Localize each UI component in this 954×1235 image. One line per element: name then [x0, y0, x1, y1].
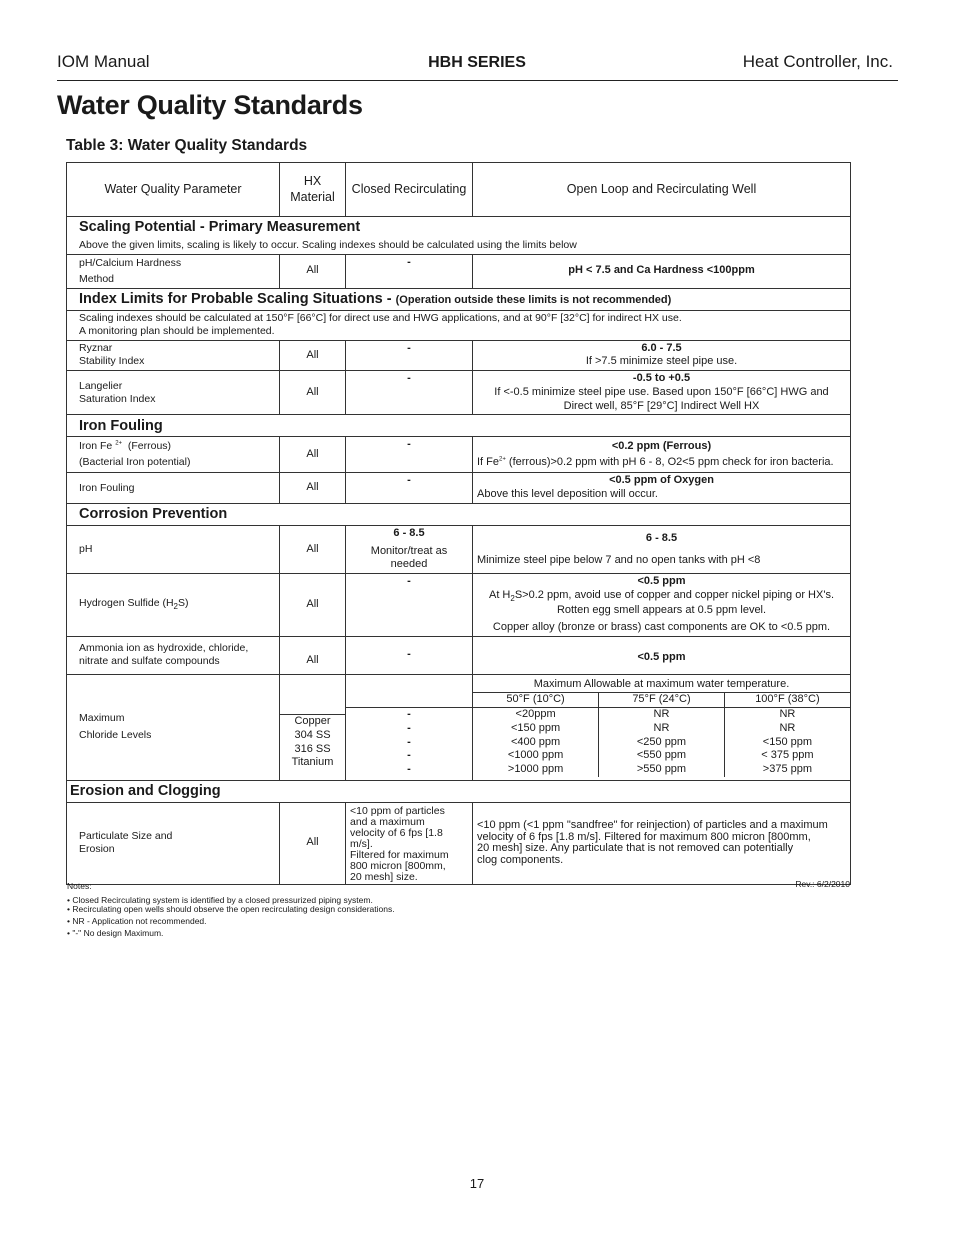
list-item: 304 SS	[294, 728, 331, 741]
index-note	[67, 310, 851, 340]
table-cell: <1000 ppm	[507, 749, 564, 762]
open-text	[477, 589, 846, 604]
fe-label-b: (Ferrous)	[127, 440, 172, 453]
chloride-closed-list	[346, 677, 472, 777]
section-title-note: (Operation outside these limits is not recommended)	[395, 294, 672, 307]
closed-cell	[346, 674, 473, 780]
table-cell: <400 ppm	[510, 735, 561, 748]
temp-header: 100°F (38°C)	[724, 693, 850, 708]
closed-line: and a maximum	[350, 815, 425, 828]
list-item: Copper	[294, 715, 331, 728]
table-cell: <250 ppm	[599, 736, 725, 750]
table-cell: <20ppm	[515, 708, 556, 721]
param-cell	[67, 802, 280, 884]
scaling-note: Above the given limits, scaling is likely to occur. Scaling indexes should be calculated using the limits below	[67, 237, 851, 254]
closed-cell: -	[346, 636, 473, 674]
open-text: Direct well, 85°F [29°C] Indirect Well HX	[563, 399, 760, 412]
table-row	[67, 802, 851, 884]
hx-cell: All	[280, 525, 346, 573]
chloride-material-list	[280, 684, 345, 770]
fe-open-superscript: 2+	[499, 456, 506, 463]
table-row	[67, 254, 851, 288]
open-line: velocity of 6 fps [1.8 m/s]. Filtered for maximum 800 micron [800mm,	[477, 830, 811, 843]
table-row	[473, 722, 850, 736]
hx-cell: All	[280, 437, 346, 473]
list-item: 316 SS	[294, 742, 331, 755]
table-cell: NR	[599, 708, 725, 722]
open-cell: <0.5 ppm	[473, 636, 851, 674]
closed-line: 20 mesh] size.	[350, 870, 418, 883]
param-cell	[67, 636, 280, 674]
notes	[67, 881, 395, 939]
table-row	[473, 736, 850, 750]
h2s-subscript: 2	[173, 602, 178, 612]
section-note-row	[67, 310, 851, 340]
table-cell: <150 ppm	[510, 721, 561, 734]
h2s-a: Hydrogen Sulfide (H	[79, 597, 174, 610]
temp-header: 50°F (10°C)	[473, 693, 599, 708]
page-number: 17	[469, 1176, 485, 1191]
closed-line: Filtered for maximum	[350, 848, 449, 861]
section-iron-fouling: Iron Fouling	[67, 415, 851, 437]
note-line: Scaling indexes should be calculated at 150°F [66°C] for direct use and HWG applications, and at 90°F [32°C] for indirect HX use.	[79, 312, 682, 324]
open-cell	[473, 473, 851, 504]
param-line	[71, 597, 275, 612]
list-item: -	[407, 749, 411, 762]
open-bold: <0.5 ppm of Oxygen	[609, 474, 714, 487]
header-company: Heat Controller, Inc.	[742, 52, 893, 71]
list-item: Titanium	[291, 756, 334, 769]
open-cell	[473, 340, 851, 371]
open-text: Minimize steel pipe below 7 and no open tanks with pH <8	[477, 553, 761, 566]
table-cell: >1000 ppm	[507, 763, 564, 776]
note-line: A monitoring plan should be implemented.	[79, 325, 275, 338]
table-header-row	[67, 163, 851, 217]
param-cell	[67, 254, 280, 288]
section-corrosion: Corrosion Prevention	[67, 503, 851, 525]
table-row	[67, 574, 851, 636]
temp-header: 75°F (24°C)	[599, 693, 725, 708]
param-line: Ammonia ion as hydroxide, chloride,	[79, 641, 249, 654]
open-cell	[473, 437, 851, 473]
open-cell	[473, 802, 851, 884]
open-text	[477, 456, 846, 470]
table-row	[67, 636, 851, 674]
closed-cell: -	[346, 254, 473, 288]
param-line: Langelier	[79, 379, 123, 392]
notes-title: Notes:	[67, 881, 92, 891]
param-line: Chloride Levels	[79, 728, 152, 741]
hx-cell: All	[280, 254, 346, 288]
header-left: IOM Manual	[57, 52, 150, 71]
param-line: Particulate Size and	[79, 829, 173, 842]
table-cell: >550 ppm	[599, 763, 725, 777]
table-caption: Table 3: Water Quality Standards	[66, 137, 308, 154]
note-item: • NR - Application not recommended.	[67, 916, 207, 926]
table-row	[67, 674, 851, 780]
col-header-hx: HX Material	[280, 163, 346, 217]
open-line: clog components.	[477, 853, 564, 866]
col-header-parameter: Water Quality Parameter	[67, 163, 280, 217]
h2s-open-a: At H	[488, 588, 511, 601]
open-bold: <0.5 ppm	[637, 575, 686, 588]
hx-cell: All	[280, 802, 346, 884]
hx-cell: All	[280, 371, 346, 415]
fe-superscript: 2+	[115, 440, 123, 447]
closed-cell: -	[346, 473, 473, 504]
header-series: HBH SERIES	[428, 54, 526, 71]
open-text: Above this level deposition will occur.	[477, 488, 658, 501]
note-item: • "-" No design Maximum.	[67, 928, 164, 938]
h2s-open-b: S>0.2 ppm, avoid use of copper and copper nickel piping or HX's.	[514, 588, 834, 601]
hx-cell: All	[280, 340, 346, 371]
closed-bold: 6 - 8.5	[393, 526, 425, 539]
header-rule	[57, 80, 898, 81]
section-note-row	[67, 237, 851, 254]
list-item: -	[407, 763, 411, 776]
param-cell	[67, 473, 280, 504]
fe-open-a: If Fe	[477, 456, 500, 469]
open-line: 20 mesh] size. Any particulate that is not removed can potentially	[477, 842, 794, 855]
open-text: Copper alloy (bronze or brass) cast components are OK to <0.5 ppm.	[492, 620, 831, 633]
open-line: <10 ppm (<1 ppm "sandfree" for reinjection) of particles and a maximum	[477, 819, 828, 832]
param-line: Saturation Index	[79, 392, 156, 405]
table-cell: NR	[724, 722, 850, 736]
col-header-open: Open Loop and Recirculating Well	[473, 163, 851, 217]
param-line: nitrate and sulfate compounds	[79, 655, 220, 668]
param-cell	[67, 525, 280, 573]
h2s-b: S)	[178, 597, 189, 610]
open-bold: <0.2 ppm (Ferrous)	[611, 439, 712, 452]
table-cell: NR	[599, 722, 725, 736]
section-scaling: Scaling Potential - Primary Measurement	[67, 217, 851, 238]
hx-cell	[280, 674, 346, 780]
hx-cell: All	[280, 574, 346, 636]
param-line: Maximum	[79, 712, 125, 725]
hx-cell: All	[280, 473, 346, 504]
chloride-temperature-table	[473, 677, 850, 777]
fe-open-c: (ferrous)>0.2 ppm with pH 6 - 8, O2<5 ppm check for iron bacteria.	[508, 456, 834, 469]
section-row	[67, 288, 851, 310]
param-cell	[67, 340, 280, 371]
table-row	[67, 473, 851, 504]
param-cell	[67, 674, 280, 780]
list-item: -	[407, 721, 411, 734]
closed-line: velocity of 6 fps [1.8 m/s].	[350, 826, 443, 850]
param-cell	[67, 574, 280, 636]
param-line	[71, 440, 275, 453]
open-bold: 6 - 8.5	[645, 531, 678, 544]
open-cell	[473, 371, 851, 415]
table-row	[473, 749, 850, 763]
section-row	[67, 415, 851, 437]
open-cell	[473, 574, 851, 636]
param-line: pH/Calcium Hardness	[79, 256, 182, 269]
param-cell	[67, 371, 280, 415]
section-row	[67, 217, 851, 238]
page-title: Water Quality Standards	[57, 90, 363, 120]
open-cell: pH < 7.5 and Ca Hardness <100ppm	[473, 254, 851, 288]
closed-line: 800 micron [800mm,	[350, 859, 446, 872]
table-cell: < 375 ppm	[724, 749, 850, 763]
closed-cell	[346, 802, 473, 884]
open-text: Rotten egg smell appears at 0.5 ppm level.	[556, 604, 767, 617]
open-text: If >7.5 minimize steel pipe use.	[585, 355, 738, 368]
chloride-caption: Maximum Allowable at maximum water temperature.	[533, 677, 790, 690]
section-row	[67, 503, 851, 525]
param-line: (Bacterial Iron potential)	[79, 456, 191, 469]
section-title: Index Limits for Probable Scaling Situations -	[79, 291, 396, 308]
table-cell: <150 ppm	[724, 736, 850, 750]
param-cell	[67, 437, 280, 473]
param-line: pH	[79, 542, 93, 555]
revision-date: Rev.: 6/2/2010	[795, 879, 850, 889]
param-line: Erosion	[79, 843, 115, 856]
table-cell: <550 ppm	[599, 749, 725, 763]
h2s-open-subscript: 2	[510, 594, 515, 604]
hx-cell: All	[280, 636, 346, 674]
param-line: Method	[79, 272, 115, 285]
table-row	[67, 340, 851, 371]
param-line: Stability Index	[79, 355, 145, 368]
table-row	[473, 763, 850, 777]
closed-cell: -	[346, 340, 473, 371]
table-row	[473, 708, 850, 722]
param-line: Iron Fouling	[79, 481, 135, 494]
fe-label: Iron Fe	[79, 440, 113, 453]
closed-cell	[346, 525, 473, 573]
table-cell: NR	[724, 708, 850, 722]
note-item: • Closed Recirculating system is identified by a closed pressurized piping system.	[67, 895, 373, 905]
list-item: -	[407, 735, 411, 748]
section-row	[67, 780, 851, 802]
open-text: If <-0.5 minimize steel pipe use. Based upon 150°F [66°C] HWG and	[494, 385, 829, 398]
table-row	[67, 371, 851, 415]
open-bold: 6.0 - 7.5	[641, 341, 682, 354]
section-erosion: Erosion and Clogging	[67, 780, 851, 802]
open-bold: -0.5 to +0.5	[632, 372, 691, 385]
param-line: Ryznar	[79, 342, 113, 355]
open-cell	[473, 674, 851, 780]
list-item: -	[407, 708, 411, 721]
table-row	[67, 525, 851, 573]
col-header-closed: Closed Recirculating	[346, 163, 473, 217]
note-item: • Recirculating open wells should observe the open recirculating design considerations.	[67, 904, 395, 914]
closed-cell: -	[346, 574, 473, 636]
closed-cell: -	[346, 371, 473, 415]
section-index-limits	[67, 288, 851, 310]
closed-line: <10 ppm of particles	[350, 804, 445, 817]
water-quality-table	[66, 162, 851, 885]
closed-text: Monitor/treat as needed	[370, 544, 448, 571]
table-row	[67, 437, 851, 473]
table-cell: >375 ppm	[724, 763, 850, 777]
open-cell	[473, 525, 851, 573]
closed-cell: -	[346, 437, 473, 473]
